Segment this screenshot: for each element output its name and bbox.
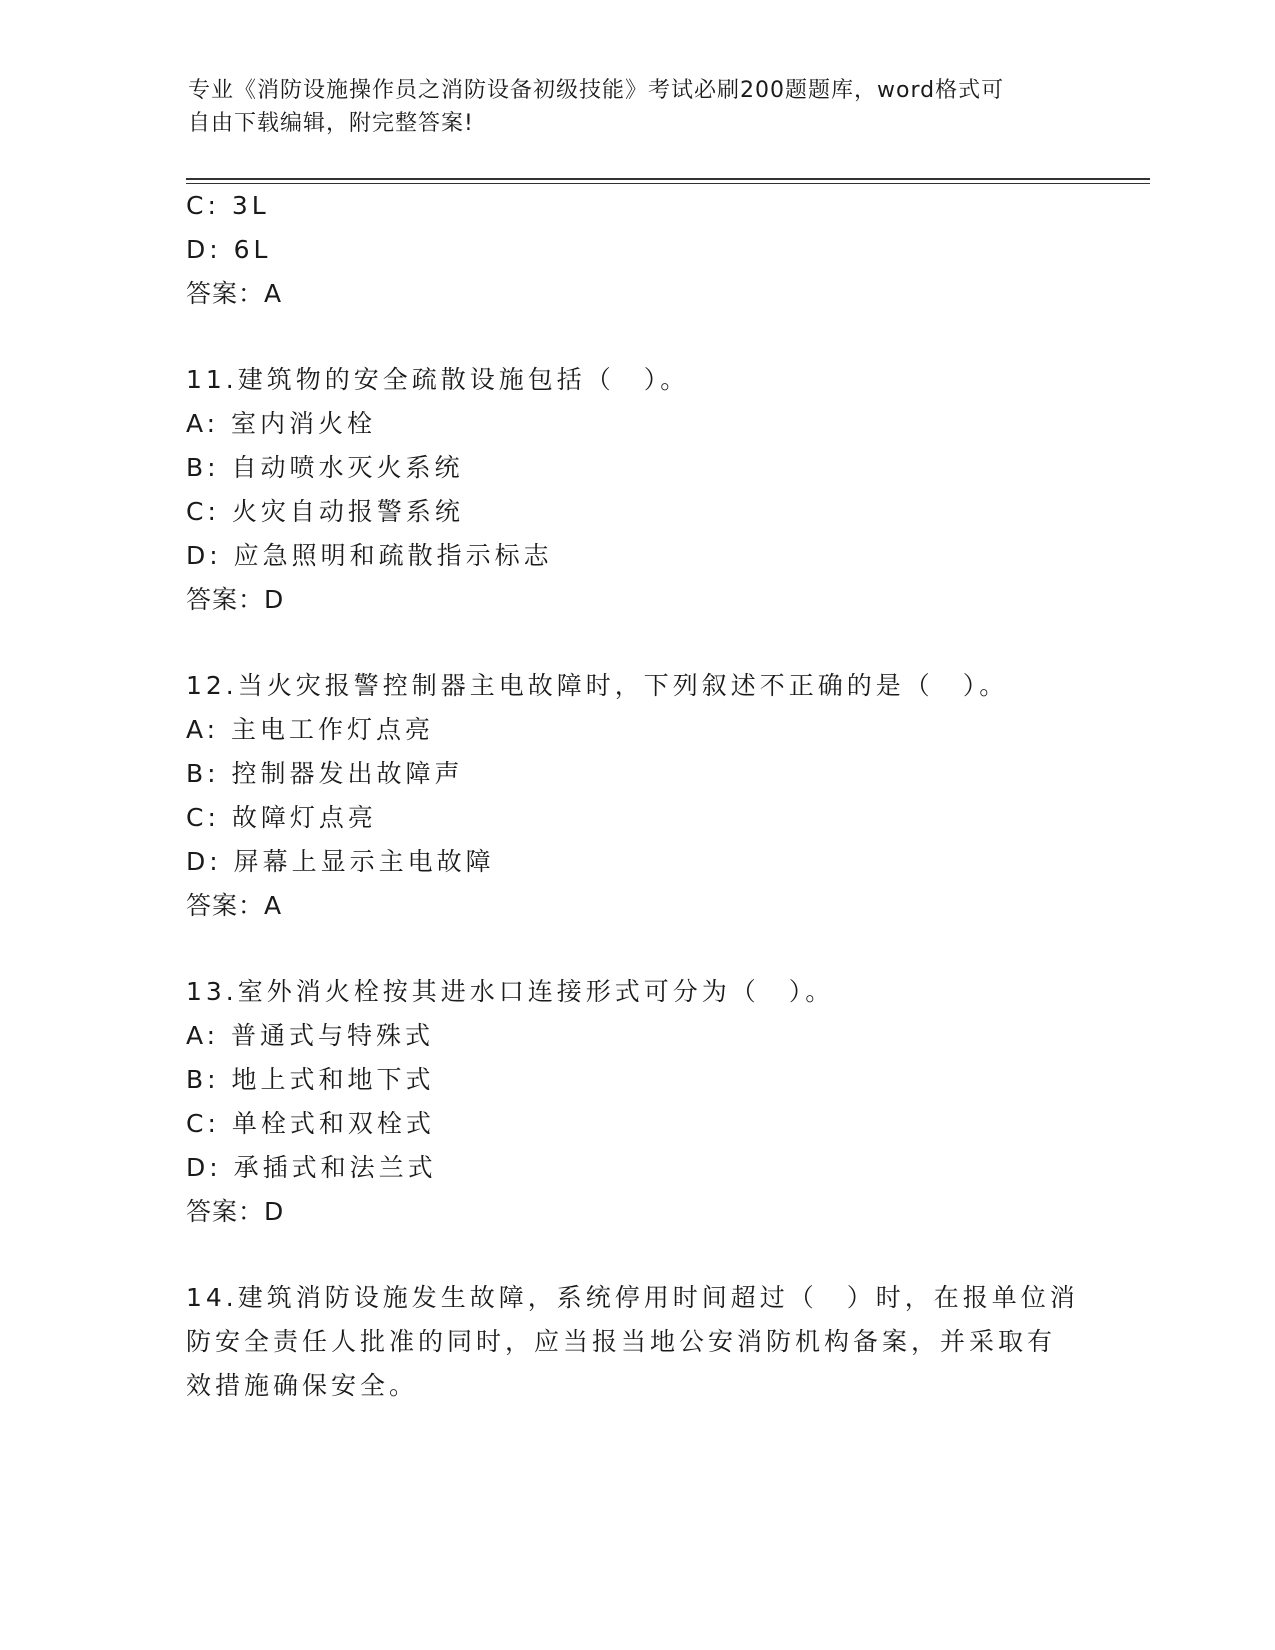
question-12-option-b: B: 控制器发出故障声: [186, 759, 464, 788]
question-11-option-d: D: 应急照明和疏散指示标志: [186, 541, 553, 570]
page-header: [188, 74, 1088, 140]
question-12-option-a: A: 主电工作灯点亮: [186, 715, 435, 744]
question-13-option-b: B: 地上式和地下式: [186, 1065, 435, 1094]
question-11-stem: 11.建筑物的安全疏散设施包括（ ）。: [186, 365, 690, 394]
header-divider: [186, 178, 1150, 180]
header-divider-thin: [186, 183, 1150, 184]
header-title-line-1: 专业《消防设施操作员之消防设备初级技能》考试必刷200题题库，word格式可: [188, 78, 1005, 103]
question-12-stem: 12.当火灾报警控制器主电故障时，下列叙述不正确的是（ ）。: [186, 671, 1009, 700]
question-13-option-c: C: 单栓式和双栓式: [186, 1109, 435, 1138]
question-13-stem: 13.室外消火栓按其进水口连接形式可分为（ ）。: [186, 977, 835, 1006]
question-11-answer: 答案：D: [186, 585, 285, 614]
header-title-line-2: 自由下载编辑，附完整答案!: [188, 111, 474, 136]
question-14-stem-line-1: 14.建筑消防设施发生故障，系统停用时间超过（ ）时，在报单位消: [186, 1283, 1079, 1312]
question-14-stem-line-3: 效措施确保安全。: [186, 1371, 419, 1400]
question-13-option-d: D: 承插式和法兰式: [186, 1153, 437, 1182]
question-14-stem-line-2: 防安全责任人批准的同时，应当报当地公安消防机构备案，并采取有: [186, 1327, 1057, 1356]
prev-option-c: C: 3L: [186, 191, 270, 220]
question-11-option-a: A: 室内消火栓: [186, 409, 377, 438]
question-13-answer: 答案：D: [186, 1197, 285, 1226]
question-11-option-b: B: 自动喷水灭火系统: [186, 453, 464, 482]
question-12-answer: 答案：A: [186, 891, 283, 920]
prev-option-d: D: 6L: [186, 235, 272, 264]
question-12-option-d: D: 屏幕上显示主电故障: [186, 847, 495, 876]
prev-answer: 答案：A: [186, 279, 283, 308]
question-13-option-a: A: 普通式与特殊式: [186, 1021, 435, 1050]
question-11-option-c: C: 火灾自动报警系统: [186, 497, 464, 526]
question-12-option-c: C: 故障灯点亮: [186, 803, 377, 832]
